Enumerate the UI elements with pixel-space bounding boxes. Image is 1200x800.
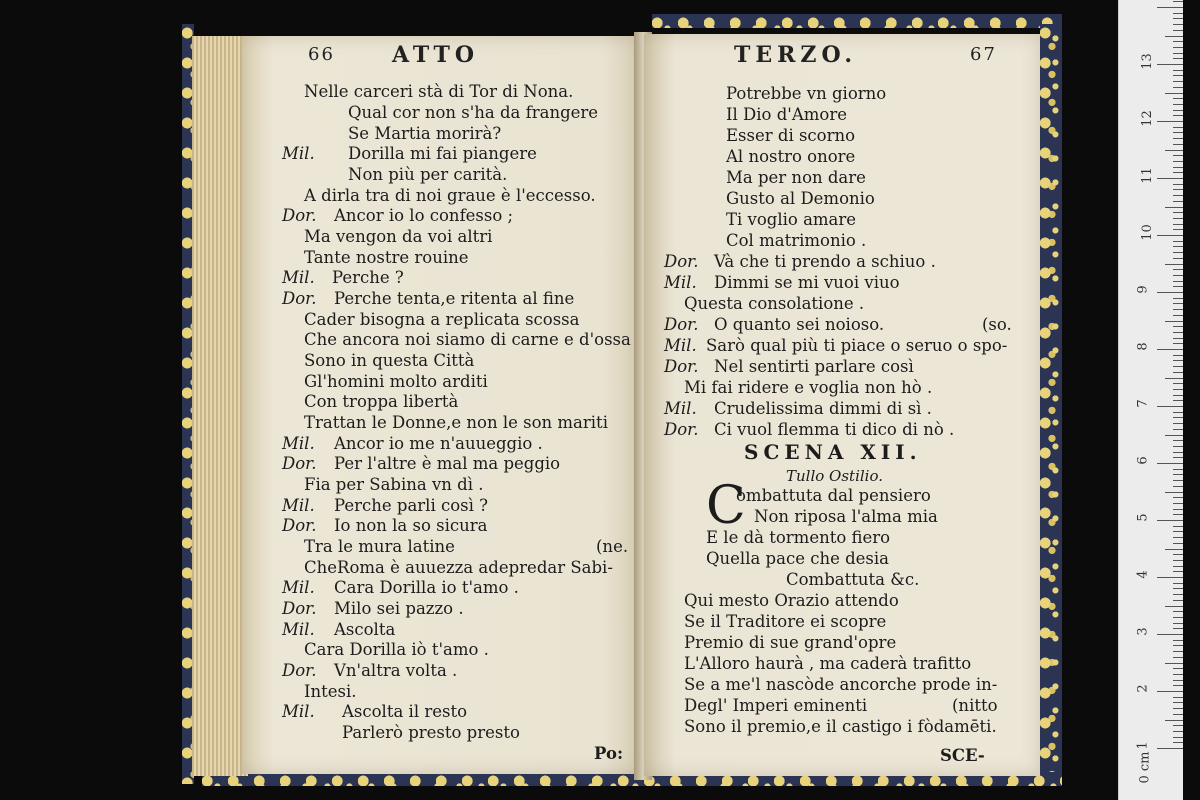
ruler-tick <box>1173 583 1183 584</box>
ruler-tick <box>1157 748 1183 749</box>
ruler-tick <box>1173 417 1183 418</box>
ruler-label: 13 <box>1139 53 1155 70</box>
speaker-label: Mil. <box>282 702 315 721</box>
ruler-tick <box>1173 543 1183 544</box>
ruler-tick <box>1173 144 1183 145</box>
ruler-tick <box>1173 366 1183 367</box>
text-line: Questa consolatione . <box>684 294 865 313</box>
speaker-label: Dor. <box>282 516 317 535</box>
ruler-tick <box>1165 549 1183 550</box>
text-line: Se Martia morirà? <box>348 124 502 143</box>
speaker-label: Dor. <box>664 420 699 439</box>
speaker-label: Dor. <box>282 599 317 618</box>
text-line: Sono in questa Città <box>304 351 475 370</box>
ruler-tick <box>1165 207 1183 208</box>
text-line: Ancor io lo confesso ; <box>334 206 514 225</box>
ruler-tick <box>1173 132 1183 133</box>
scene-heading: SCENA XII. <box>744 440 922 464</box>
ruler-tick <box>1157 691 1183 692</box>
ruler-tick <box>1173 708 1183 709</box>
ruler-tick <box>1173 18 1183 19</box>
text-line: Sarò qual più ti piace o seruo o spo- <box>706 336 1008 355</box>
text-line: A dirla tra di noi graue è l'eccesso. <box>304 186 596 205</box>
ruler-tick <box>1173 275 1183 276</box>
right-page <box>644 34 1040 776</box>
text-line: Se il Traditore ei scopre <box>684 612 887 631</box>
text-line: E le dà tormento fiero <box>706 528 891 547</box>
text-line: Perche parli così ? <box>334 496 488 515</box>
ruler-tick <box>1173 281 1183 282</box>
ruler-tick <box>1173 731 1183 732</box>
ruler-tick <box>1173 617 1183 618</box>
ruler-tick <box>1173 218 1183 219</box>
speaker-label: Mil. <box>282 620 315 639</box>
ruler-tick <box>1157 235 1183 236</box>
text-line: Premio di sue grand'opre <box>684 633 897 652</box>
ruler-tick <box>1173 104 1183 105</box>
page-number: 67 <box>970 44 997 65</box>
ruler-tick <box>1173 588 1183 589</box>
ruler-tick <box>1173 697 1183 698</box>
ruler-tick <box>1173 224 1183 225</box>
ruler-tick <box>1173 47 1183 48</box>
ruler-tick <box>1173 161 1183 162</box>
ruler-tick <box>1173 497 1183 498</box>
ruler-tick <box>1173 674 1183 675</box>
text-line: Intesi. <box>304 682 357 701</box>
text-line: Combattuta &c. <box>786 570 920 589</box>
catchword: Po: <box>594 744 624 763</box>
ruler-tick <box>1165 36 1183 37</box>
ruler-tick <box>1173 480 1183 481</box>
text-line: Quella pace che desia <box>706 549 889 568</box>
text-line: Al nostro onore <box>726 147 856 166</box>
ruler-tick <box>1173 725 1183 726</box>
ruler-tick <box>1173 628 1183 629</box>
text-line: Nel sentirti parlare così <box>714 357 914 376</box>
ruler-tick <box>1173 566 1183 567</box>
ruler-label: 11 <box>1139 167 1155 184</box>
text-line: Degl' Imperi eminenti <box>684 696 868 715</box>
text-line: Dimmi se mi vuoi viuo <box>714 273 900 292</box>
ruler-tick <box>1173 685 1183 686</box>
text-line: Fia per Sabina vn dì . <box>304 475 484 494</box>
speaker-label: Mil. <box>282 434 315 453</box>
ruler-tick <box>1173 338 1183 339</box>
ruler-tick <box>1173 440 1183 441</box>
ruler-tick <box>1173 737 1183 738</box>
ruler-tick <box>1165 93 1183 94</box>
ruler-tick <box>1157 64 1183 65</box>
ruler-tick <box>1173 241 1183 242</box>
ruler-tick <box>1157 292 1183 293</box>
text-line: L'Alloro haurà , ma caderà trafitto <box>684 654 972 673</box>
ruler-tick <box>1157 463 1183 464</box>
ruler-tick <box>1173 372 1183 373</box>
text-line: Perche tenta,e ritenta al fine <box>334 289 575 308</box>
text-line: Se a me'l nascòde ancorche prode in- <box>684 675 998 694</box>
ruler-tick <box>1173 326 1183 327</box>
left-page <box>242 36 642 774</box>
text-line: Tra le mura latine <box>304 537 455 556</box>
ruler-tick <box>1173 537 1183 538</box>
ruler-tick <box>1173 75 1183 76</box>
speaker-label: Dor. <box>282 661 317 680</box>
text-line: O quanto sei noioso. <box>714 315 885 334</box>
ruler-tick <box>1165 492 1183 493</box>
ruler-label: 0 cm <box>1137 751 1153 784</box>
ruler-tick <box>1173 571 1183 572</box>
ruler-tick <box>1173 303 1183 304</box>
ruler-tick <box>1157 520 1183 521</box>
text-line: Cara Dorilla iò t'amo . <box>304 640 489 659</box>
speaker-label: Dor. <box>664 357 699 376</box>
ruler-tick <box>1173 189 1183 190</box>
text-line: Non riposa l'alma mia <box>754 507 938 526</box>
text-line: Ma per non dare <box>726 168 866 187</box>
text-line: Il Dio d'Amore <box>726 105 847 124</box>
ruler-tick <box>1173 360 1183 361</box>
text-line: Và che ti prendo a schiuo . <box>714 252 936 271</box>
ruler-tick <box>1173 446 1183 447</box>
ruler-tick <box>1173 560 1183 561</box>
ruler-tick <box>1173 1 1183 2</box>
ruler-tick <box>1173 412 1183 413</box>
speaker-label: Mil. <box>282 268 315 287</box>
speaker-label: Dor. <box>282 289 317 308</box>
text-line: Ci vuol flemma ti dico di nò . <box>714 420 955 439</box>
ruler-tick <box>1173 389 1183 390</box>
text-line: Cara Dorilla io t'amo . <box>334 578 519 597</box>
text-line: Ma vengon da voi altri <box>304 227 493 246</box>
ruler-tick <box>1173 554 1183 555</box>
ruler-tick <box>1173 714 1183 715</box>
open-book <box>182 14 1062 786</box>
ruler-tick <box>1173 503 1183 504</box>
speaker-label: Dor. <box>664 252 699 271</box>
ruler-tick <box>1173 41 1183 42</box>
ruler-tick <box>1165 663 1183 664</box>
ruler-tick <box>1173 167 1183 168</box>
text-line: Nelle carceri stà di Tor di Nona. <box>304 82 574 101</box>
ruler-tick <box>1173 640 1183 641</box>
text-line: Ascolta il resto <box>342 702 468 721</box>
speaker-label: Mil. <box>664 273 697 292</box>
ruler-tick <box>1173 30 1183 31</box>
ruler-tick <box>1173 452 1183 453</box>
ruler-tick <box>1173 53 1183 54</box>
text-line: Con troppa libertà <box>304 392 459 411</box>
ruler-tick <box>1173 343 1183 344</box>
initial-capital: C <box>706 476 746 536</box>
ruler-tick <box>1157 178 1183 179</box>
ruler-tick <box>1173 611 1183 612</box>
ruler-tick <box>1173 509 1183 510</box>
speaker-label: Dor. <box>282 454 317 473</box>
ruler-tick <box>1165 720 1183 721</box>
ruler-tick <box>1173 315 1183 316</box>
ruler-label: 4 <box>1135 570 1151 579</box>
ruler-label: 12 <box>1139 110 1155 127</box>
text-line: Esser di scorno <box>726 126 856 145</box>
text-line: ombattuta dal pensiero <box>736 486 931 505</box>
ruler-tick <box>1173 514 1183 515</box>
ruler-label: 7 <box>1135 399 1151 408</box>
text-line: (nitto <box>952 696 998 715</box>
text-line: Qui mesto Orazio attendo <box>684 591 899 610</box>
text-line: (so. <box>982 315 1012 334</box>
running-head: ATTO <box>392 42 479 68</box>
speaker-label: Mil. <box>664 336 697 355</box>
ruler-tick <box>1173 98 1183 99</box>
ruler-tick <box>1173 246 1183 247</box>
speaker-label: Dor. <box>664 315 699 334</box>
ruler-tick <box>1173 457 1183 458</box>
ruler-tick <box>1173 594 1183 595</box>
character-name: Tullo Ostilio. <box>786 467 884 485</box>
text-line: Sono il premio,e il castigo i fòdamēti. <box>684 717 997 736</box>
speaker-label: Mil. <box>282 578 315 597</box>
ruler-tick <box>1173 269 1183 270</box>
text-line: Gusto al Demonio <box>726 189 875 208</box>
ruler-tick <box>1157 7 1183 8</box>
catchword: SCE- <box>940 746 985 765</box>
ruler-tick <box>1173 355 1183 356</box>
ruler-label: 1 <box>1135 741 1151 750</box>
ruler-label: 6 <box>1135 456 1151 465</box>
speaker-label: Mil. <box>282 496 315 515</box>
ruler-tick <box>1173 702 1183 703</box>
ruler-tick <box>1173 13 1183 14</box>
ruler-label: 9 <box>1135 285 1151 294</box>
ruler-tick <box>1173 58 1183 59</box>
ruler-tick <box>1173 531 1183 532</box>
running-head: TERZO. <box>734 42 858 68</box>
text-line: Crudelissima dimmi di sì . <box>714 399 932 418</box>
ruler-label: 3 <box>1135 627 1151 636</box>
text-line: Qual cor non s'ha da frangere <box>348 103 599 122</box>
ruler-tick <box>1173 138 1183 139</box>
ruler-tick <box>1173 70 1183 71</box>
ruler-tick <box>1173 657 1183 658</box>
ruler-label: 8 <box>1135 342 1151 351</box>
ruler-tick <box>1173 332 1183 333</box>
ruler-tick <box>1173 600 1183 601</box>
ruler-tick <box>1173 298 1183 299</box>
text-line: Ti voglio amare <box>726 210 857 229</box>
ruler-tick <box>1165 150 1183 151</box>
ruler-tick <box>1173 258 1183 259</box>
ruler-tick <box>1173 87 1183 88</box>
text-line: Vn'altra volta . <box>334 661 458 680</box>
ruler-tick <box>1173 395 1183 396</box>
ruler-tick <box>1173 309 1183 310</box>
ruler-tick <box>1173 400 1183 401</box>
ruler-tick <box>1173 645 1183 646</box>
text-line: CheRoma è auuezza adepredar Sabi- <box>304 558 613 577</box>
ruler-tick <box>1157 577 1183 578</box>
ruler-tick <box>1157 349 1183 350</box>
text-line: Mi fai ridere e voglia non hò . <box>684 378 933 397</box>
ruler-tick <box>1173 110 1183 111</box>
ruler-tick <box>1173 469 1183 470</box>
text-line: Tante nostre rouine <box>304 248 469 267</box>
ruler-tick <box>1173 127 1183 128</box>
text-line: Dorilla mi fai piangere <box>348 144 537 163</box>
ruler-tick <box>1173 195 1183 196</box>
ruler-tick <box>1173 286 1183 287</box>
ruler-tick <box>1157 634 1183 635</box>
text-line: Che ancora noi siamo di carne e d'ossa <box>304 330 631 349</box>
ruler-tick <box>1173 212 1183 213</box>
page-edges <box>192 36 248 776</box>
ruler-tick <box>1165 435 1183 436</box>
ruler-tick <box>1173 474 1183 475</box>
text-line: (ne. <box>596 537 629 556</box>
speaker-label: Dor. <box>282 206 317 225</box>
ruler-tick <box>1173 526 1183 527</box>
ruler-tick <box>1157 406 1183 407</box>
ruler-tick <box>1173 651 1183 652</box>
ruler-tick <box>1157 121 1183 122</box>
ruler-tick <box>1173 680 1183 681</box>
ruler-tick <box>1165 606 1183 607</box>
ruler-label: 5 <box>1135 513 1151 522</box>
text-line: Trattan le Donne,e non le son mariti <box>304 413 608 432</box>
text-line: Milo sei pazzo . <box>334 599 464 618</box>
ruler-tick <box>1173 229 1183 230</box>
ruler-tick <box>1173 201 1183 202</box>
text-line: Ancor io me n'auueggio . <box>334 434 543 453</box>
ruler-tick <box>1173 383 1183 384</box>
speaker-label: Mil. <box>282 144 315 163</box>
speaker-label: Mil. <box>664 399 697 418</box>
marbled-cover-top <box>652 14 1062 28</box>
ruler-tick <box>1165 264 1183 265</box>
ruler-tick <box>1173 742 1183 743</box>
ruler-label: 2 <box>1135 684 1151 693</box>
ruler-tick <box>1165 321 1183 322</box>
ruler-label: 10 <box>1139 224 1155 241</box>
measurement-ruler <box>1118 0 1183 800</box>
text-line: Gl'homini molto arditi <box>304 372 488 391</box>
ruler-tick <box>1173 429 1183 430</box>
text-line: Io non la so sicura <box>334 516 488 535</box>
text-line: Perche ? <box>332 268 404 287</box>
ruler-tick <box>1173 24 1183 25</box>
page-number: 66 <box>308 44 335 65</box>
ruler-tick <box>1173 172 1183 173</box>
text-line: Col matrimonio . <box>726 231 867 250</box>
text-line: Potrebbe vn giorno <box>726 84 887 103</box>
ruler-tick <box>1173 81 1183 82</box>
text-line: Ascolta <box>334 620 396 639</box>
ruler-tick <box>1173 668 1183 669</box>
text-line: Non più per carità. <box>348 165 508 184</box>
ruler-tick <box>1173 115 1183 116</box>
text-line: Parlerò presto presto <box>342 723 520 742</box>
ruler-tick <box>1173 623 1183 624</box>
ruler-tick <box>1173 252 1183 253</box>
ruler-tick <box>1173 184 1183 185</box>
text-line: Per l'altre è mal ma peggio <box>334 454 561 473</box>
ruler-tick <box>1165 378 1183 379</box>
marbled-cover-right <box>1040 24 1062 786</box>
text-line: Cader bisogna a replicata scossa <box>304 310 580 329</box>
ruler-tick <box>1173 155 1183 156</box>
ruler-tick <box>1173 423 1183 424</box>
ruler-tick <box>1173 486 1183 487</box>
